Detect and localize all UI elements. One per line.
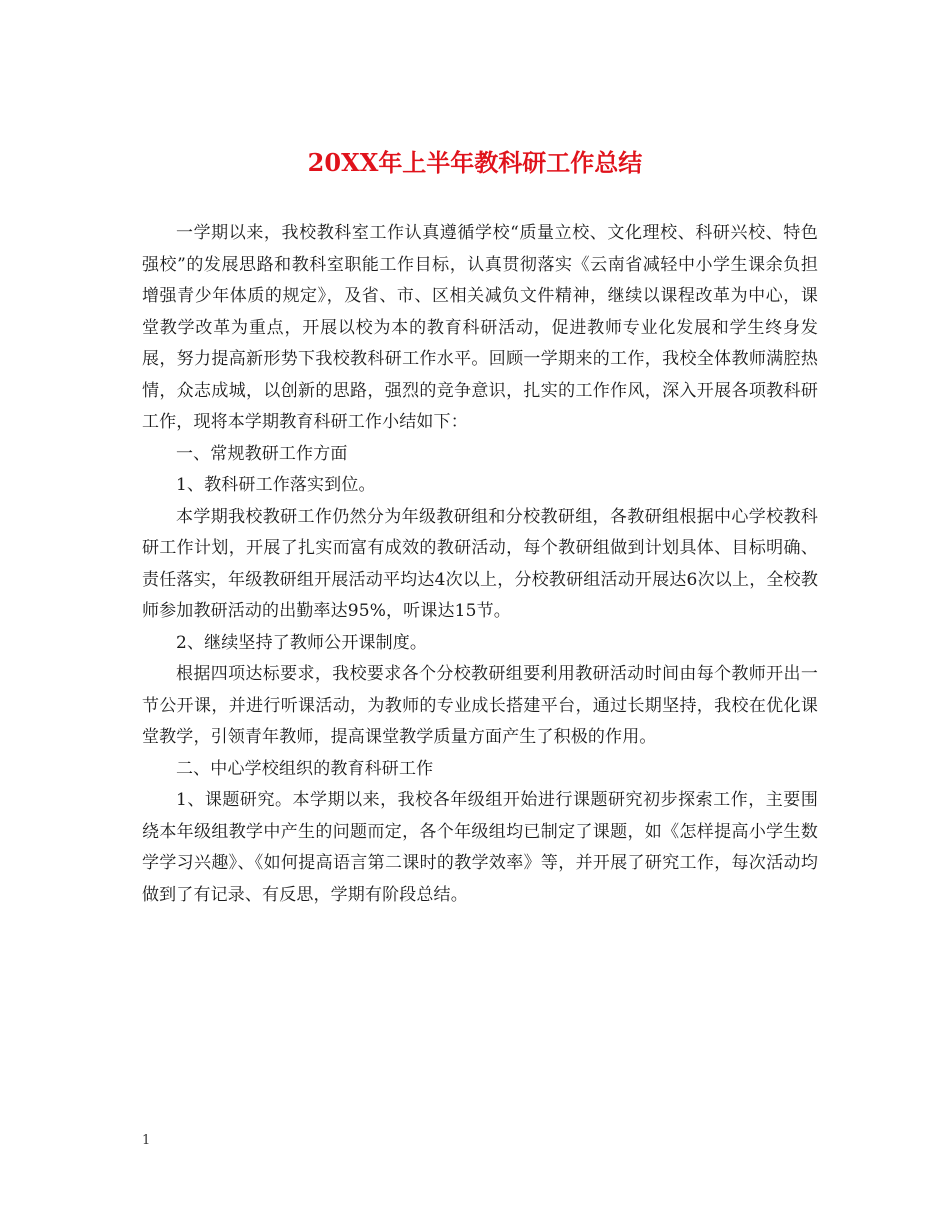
section-heading-central-school: 二、中心学校组织的教育科研工作 (176, 758, 434, 779)
paragraph-research-groups: 本学期我校教研工作仍然分为年级教研组和分校教研组，各教研组根据中心学校教科研工作计划，开展了扎实而富有成效的教研活动，每个教研组做到计划具体、目标明确、责任落实，年级教研组开展活动平均达4次以上，分校教研组活动开展达6次以上，全校教师参加教研活动的出勤率达95%，听课达15节。 (142, 506, 818, 621)
document-title: 20XX年上半年教科研工作总结 (307, 148, 643, 177)
subheading-open-class: 2、继续坚持了教师公开课制度。 (176, 632, 428, 653)
paragraph-intro: 一学期以来，我校教科室工作认真遵循学校“质量立校、文化理校、科研兴校、特色强校”的发展思路和教科室职能工作目标，认真贯彻落实《云南省减轻中小学生课余负担 增强青少年体质的规定》，及省、市、区相关减负文件精神，继续以课程改革为中心，课堂教学改革为重点，开展以校为本的教育科研活动，促进教师专业化发展和学生终身发展，努力提高新形势下我校教科研工作水平。回顾一学期来的工作，我校全体教师满腔热情，众志成城，以创新的思路，强烈的竞争意识，扎实的工作作风，深入开展各项教科研工作，现将本学期教育科研工作小结如下： (142, 223, 853, 432)
section-heading-routine-research: 一、常规教研工作方面 (176, 443, 348, 464)
document-body (142, 218, 853, 911)
paragraph-open-class: 根据四项达标要求，我校要求各个分校教研组要利用教研活动时间由每个教师开出一节公开课，并进行听课活动，为教师的专业成长搭建平台，通过长期坚持，我校在优化课堂教学，引领青年教师，提高课堂教学质量方面产生了积极的作用。 (142, 664, 818, 747)
page-number: 1 (142, 1133, 151, 1148)
subheading-implementation: 1、教科研工作落实到位。 (176, 475, 376, 495)
paragraph-topic-research: 1、课题研究。本学期以来，我校各年级组开始进行课题研究初步探索工作，主要围绕本年级组教学中产生的问题而定，各个年级组均已制定了课题，如《怎样提高小学生数学学习兴趣》、《如何提高语言第二课时的教学效率》等，并开展了研究工作，每次活动均做到了有记录、有反思，学期有阶段总结。 (142, 790, 818, 905)
